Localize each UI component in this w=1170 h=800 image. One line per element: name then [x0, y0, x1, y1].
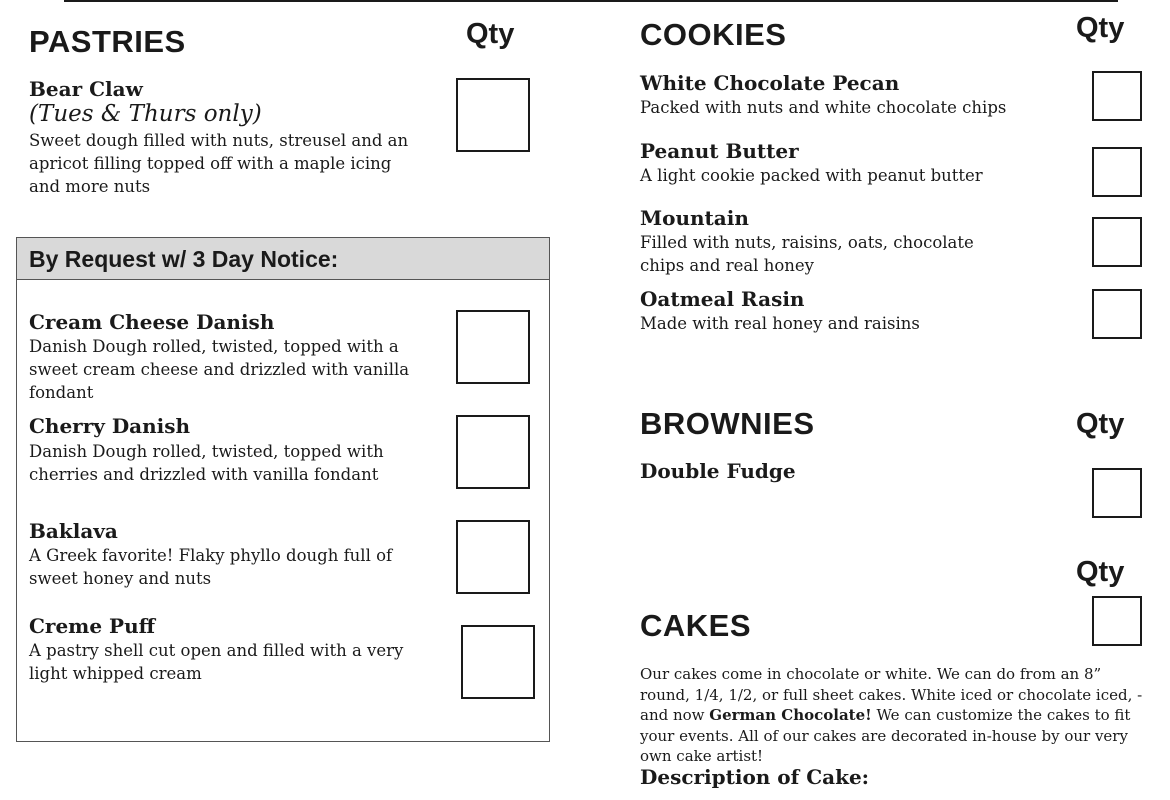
item-name-mountain: Mountain: [640, 206, 749, 230]
qty-box-mountain[interactable]: [1092, 217, 1142, 267]
pastries-title: PASTRIES: [29, 24, 186, 59]
item-name-oatmeal-rasin: Oatmeal Rasin: [640, 287, 805, 311]
item-desc-bear-claw: Sweet dough filled with nuts, streusel and an apricot filling topped off with a maple icing and more nuts: [29, 131, 409, 196]
item-desc-cream-cheese-danish: Danish Dough rolled, twisted, topped with a sweet cream cheese and drizzled with vanilla fondant: [29, 337, 410, 402]
item-name-bear-claw: Bear Claw: [29, 77, 143, 101]
qty-box-cakes[interactable]: [1092, 596, 1142, 646]
item-name-white-chocolate-pecan: White Chocolate Pecan: [640, 71, 900, 95]
brownies-title: BROWNIES: [640, 406, 815, 441]
qty-box-bear-claw[interactable]: [456, 78, 530, 152]
cookies-qty-label: Qty: [1076, 12, 1125, 44]
item-name-cherry-danish: Cherry Danish: [29, 414, 191, 438]
item-desc-white-chocolate-pecan: Packed with nuts and white chocolate chips: [640, 98, 1007, 117]
item-name-baklava: Baklava: [29, 519, 118, 543]
item-name-peanut-butter: Peanut Butter: [640, 139, 799, 163]
cakes-text-part-2: We can customize the cakes to fit your events. All of our cakes are decorated in-house by our very own cake artist!: [640, 706, 1131, 765]
qty-box-cream-cheese-danish[interactable]: [456, 310, 530, 384]
pastries-qty-label: Qty: [466, 18, 515, 50]
cakes-title: CAKES: [640, 608, 752, 643]
item-name-cream-cheese-danish: Cream Cheese Danish: [29, 310, 275, 334]
item-desc-creme-puff: A pastry shell cut open and filled with a very light whipped cream: [29, 641, 404, 683]
item-name-double-fudge: Double Fudge: [640, 459, 796, 483]
cakes-text-part-1: Our cakes come in chocolate or white. We can do from an 8” round, 1/4, 1/2, or full sheet cakes. White iced or chocolate iced, - and now: [640, 665, 1143, 724]
cakes-text-bold: German Chocolate!: [709, 706, 872, 724]
by-request-title: By Request w/ 3 Day Notice:: [17, 238, 549, 280]
qty-box-double-fudge[interactable]: [1092, 468, 1142, 518]
qty-box-oatmeal-rasin[interactable]: [1092, 289, 1142, 339]
brownies-qty-label: Qty: [1076, 408, 1125, 440]
cakes-description-text: [640, 664, 1145, 767]
item-desc-cherry-danish: Danish Dough rolled, twisted, topped with cherries and drizzled with vanilla fondant: [29, 442, 384, 484]
cakes-qty-label: Qty: [1076, 556, 1125, 588]
item-note-bear-claw: (Tues & Thurs only): [29, 101, 262, 127]
qty-box-cherry-danish[interactable]: [456, 415, 530, 489]
item-desc-mountain: Filled with nuts, raisins, oats, chocolate chips and real honey: [640, 233, 974, 275]
cookies-title: COOKIES: [640, 17, 787, 52]
item-desc-baklava: A Greek favorite! Flaky phyllo dough full of sweet honey and nuts: [29, 546, 393, 588]
qty-box-peanut-butter[interactable]: [1092, 147, 1142, 197]
item-desc-oatmeal-rasin: Made with real honey and raisins: [640, 314, 920, 333]
qty-box-white-chocolate-pecan[interactable]: [1092, 71, 1142, 121]
item-desc-peanut-butter: A light cookie packed with peanut butter: [640, 166, 983, 185]
qty-box-baklava[interactable]: [456, 520, 530, 594]
item-name-creme-puff: Creme Puff: [29, 614, 156, 638]
qty-box-creme-puff[interactable]: [461, 625, 535, 699]
top-rule: [64, 0, 1118, 2]
cake-description-label: Description of Cake:: [640, 765, 870, 789]
